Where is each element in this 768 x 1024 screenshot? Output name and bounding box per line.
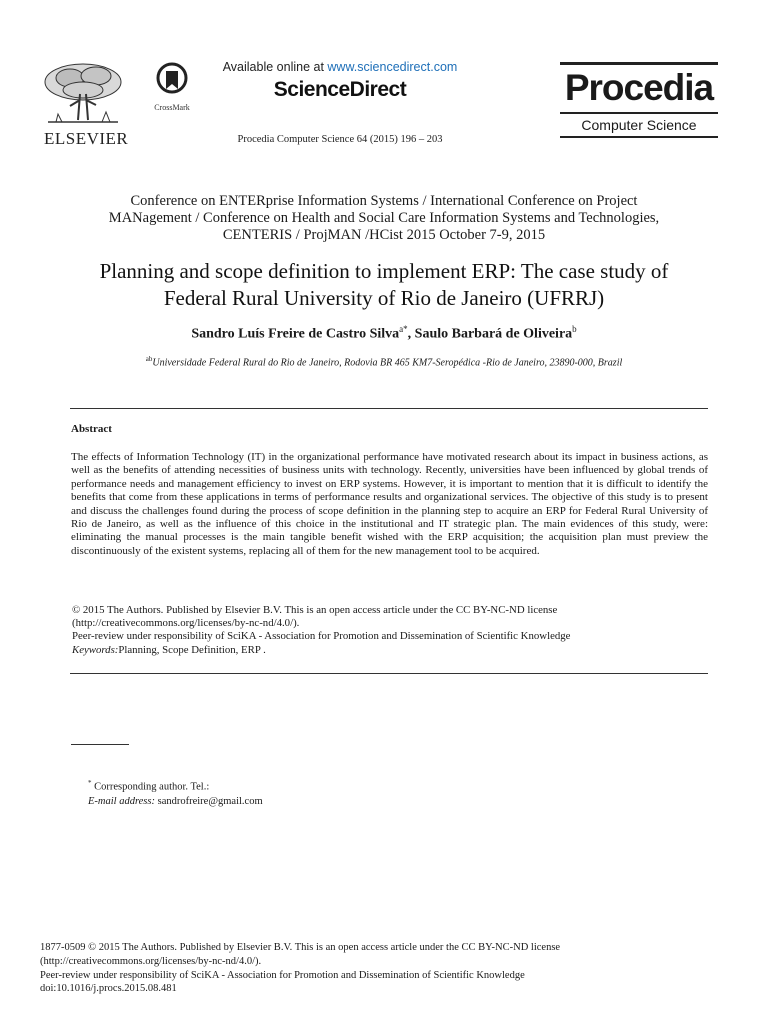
corresponding-line: [88, 776, 263, 795]
affiliation-text: Universidade Federal Rural do Rio de Janeiro, Rodovia BR 465 KM7-Seropédica -Rio de Janeiro, 23890-000, Brazil: [152, 357, 623, 369]
title-line: Federal Rural University of Rio de Janeiro (UFRRJ): [163, 286, 605, 310]
brand-middle-rule: [560, 112, 718, 114]
keywords-label: Keywords:: [72, 643, 119, 656]
keywords-text: Planning, Scope Definition, ERP .: [118, 643, 266, 656]
platform-wordmark: ScienceDirect: [273, 78, 407, 101]
conference-info: [60, 193, 708, 244]
author-affiliation-mark: a*: [399, 324, 408, 334]
author-separator: ,: [407, 326, 415, 342]
conference-line: CENTERIS / ProjMAN /HCist 2015 October 7-9, 2015: [222, 227, 546, 243]
availability-line: [200, 60, 480, 74]
journal-brand-subtitle: Computer Science: [581, 117, 697, 133]
license-link[interactable]: (http://creativecommons.org/licenses/by-nc-nd/4.0/).: [72, 617, 300, 630]
author-name: Sandro Luís Freire de Castro Silva: [191, 326, 400, 342]
paper-title: [50, 258, 718, 312]
journal-citation: Procedia Computer Science 64 (2015) 196 – 203: [237, 134, 443, 145]
journal-brand-title: Procedia: [564, 67, 714, 108]
abstract-body: The effects of Information Technology (IT) in the organizational performance have motivated research about its impact in business actions, as well as the benefits of attending necessities of business units with technology. Recently, universities have been influenced by global trends of performance needs and management efficiency to invest on ERP systems. However, it is important to mention that it is difficult to identify the benefits that come from these applications in terms of performance results and organizational services. The objective of this study is to present and discuss the challenges found during the process of scope definition in the planning step to acquire an ERP for Federal Rural University of Rio de Janeiro, as well as the influence of this choice in the institutional and IT strategic plan. The main evidences of this study, were: eliminating the manual processes is the main tangible benefit wished with the ERP acquisition; the acquisition plan must preview the discontinuously of the existent systems, replacing all of them for the new management tool to be acquired.: [71, 451, 708, 557]
email-label: E-mail address:: [88, 795, 155, 807]
footer-peer-review: Peer-review under responsibility of SciKA - Association for Promotion and Dissemination of Scientific Knowledge: [40, 969, 525, 981]
elsevier-tree-logo: [40, 60, 126, 128]
peer-review-statement: Peer-review under responsibility of SciKA - Association for Promotion and Dissemination of Scientific Knowledge: [72, 630, 571, 643]
crossmark-icon: [156, 62, 188, 96]
affiliation: [60, 355, 708, 368]
author-list: [60, 324, 708, 343]
footer-doi[interactable]: doi:10.1016/j.procs.2015.08.481: [40, 983, 177, 995]
footer-copyright: 1877-0509 © 2015 The Authors. Published by Elsevier B.V. This is an open access article under the CC BY-NC-ND license: [40, 942, 561, 953]
email-line: [88, 795, 263, 809]
crossmark-label: CrossMark: [154, 103, 190, 112]
abstract-heading: Abstract: [71, 423, 112, 435]
elsevier-tree-icon: [40, 60, 126, 128]
keywords-line: [72, 644, 708, 657]
author-affiliation-mark: b: [572, 324, 577, 334]
abstract-top-rule: [70, 408, 708, 409]
corresponding-text: Corresponding author. Tel.:: [91, 781, 210, 793]
license-statement: © 2015 The Authors. Published by Elsevier B.V. This is an open access article under the CC BY-NC-ND license: [72, 604, 558, 616]
email-address[interactable]: sandrofreire@gmail.com: [154, 795, 263, 807]
brand-bottom-rule: [560, 136, 718, 138]
conference-line: Conference on ENTERprise Information Systems / International Conference on Project: [130, 193, 638, 209]
footnote-mark: *: [88, 779, 92, 787]
license-block: [72, 604, 708, 657]
conference-line: MANagement / Conference on Health and Social Care Information Systems and Technologies,: [108, 210, 660, 226]
availability-prefix: Available online at: [222, 60, 328, 74]
affiliation-mark: ab: [145, 355, 153, 363]
footnote-rule: [71, 744, 129, 745]
page-footer: [40, 941, 720, 996]
footer-license-link[interactable]: (http://creativecommons.org/licenses/by-nc-nd/4.0/).: [40, 955, 262, 967]
brand-top-rule: [560, 62, 718, 65]
corresponding-footnote: [88, 776, 263, 809]
abstract-bottom-rule: [70, 673, 708, 674]
sciencedirect-link[interactable]: www.sciencedirect.com: [327, 60, 458, 74]
title-line: Planning and scope definition to implement ERP: The case study of: [99, 259, 669, 283]
journal-brand-logo: [560, 62, 718, 138]
publisher-wordmark: ELSEVIER: [44, 129, 129, 148]
crossmark-badge[interactable]: [150, 62, 194, 112]
author-name: Saulo Barbará de Oliveira: [414, 326, 573, 342]
